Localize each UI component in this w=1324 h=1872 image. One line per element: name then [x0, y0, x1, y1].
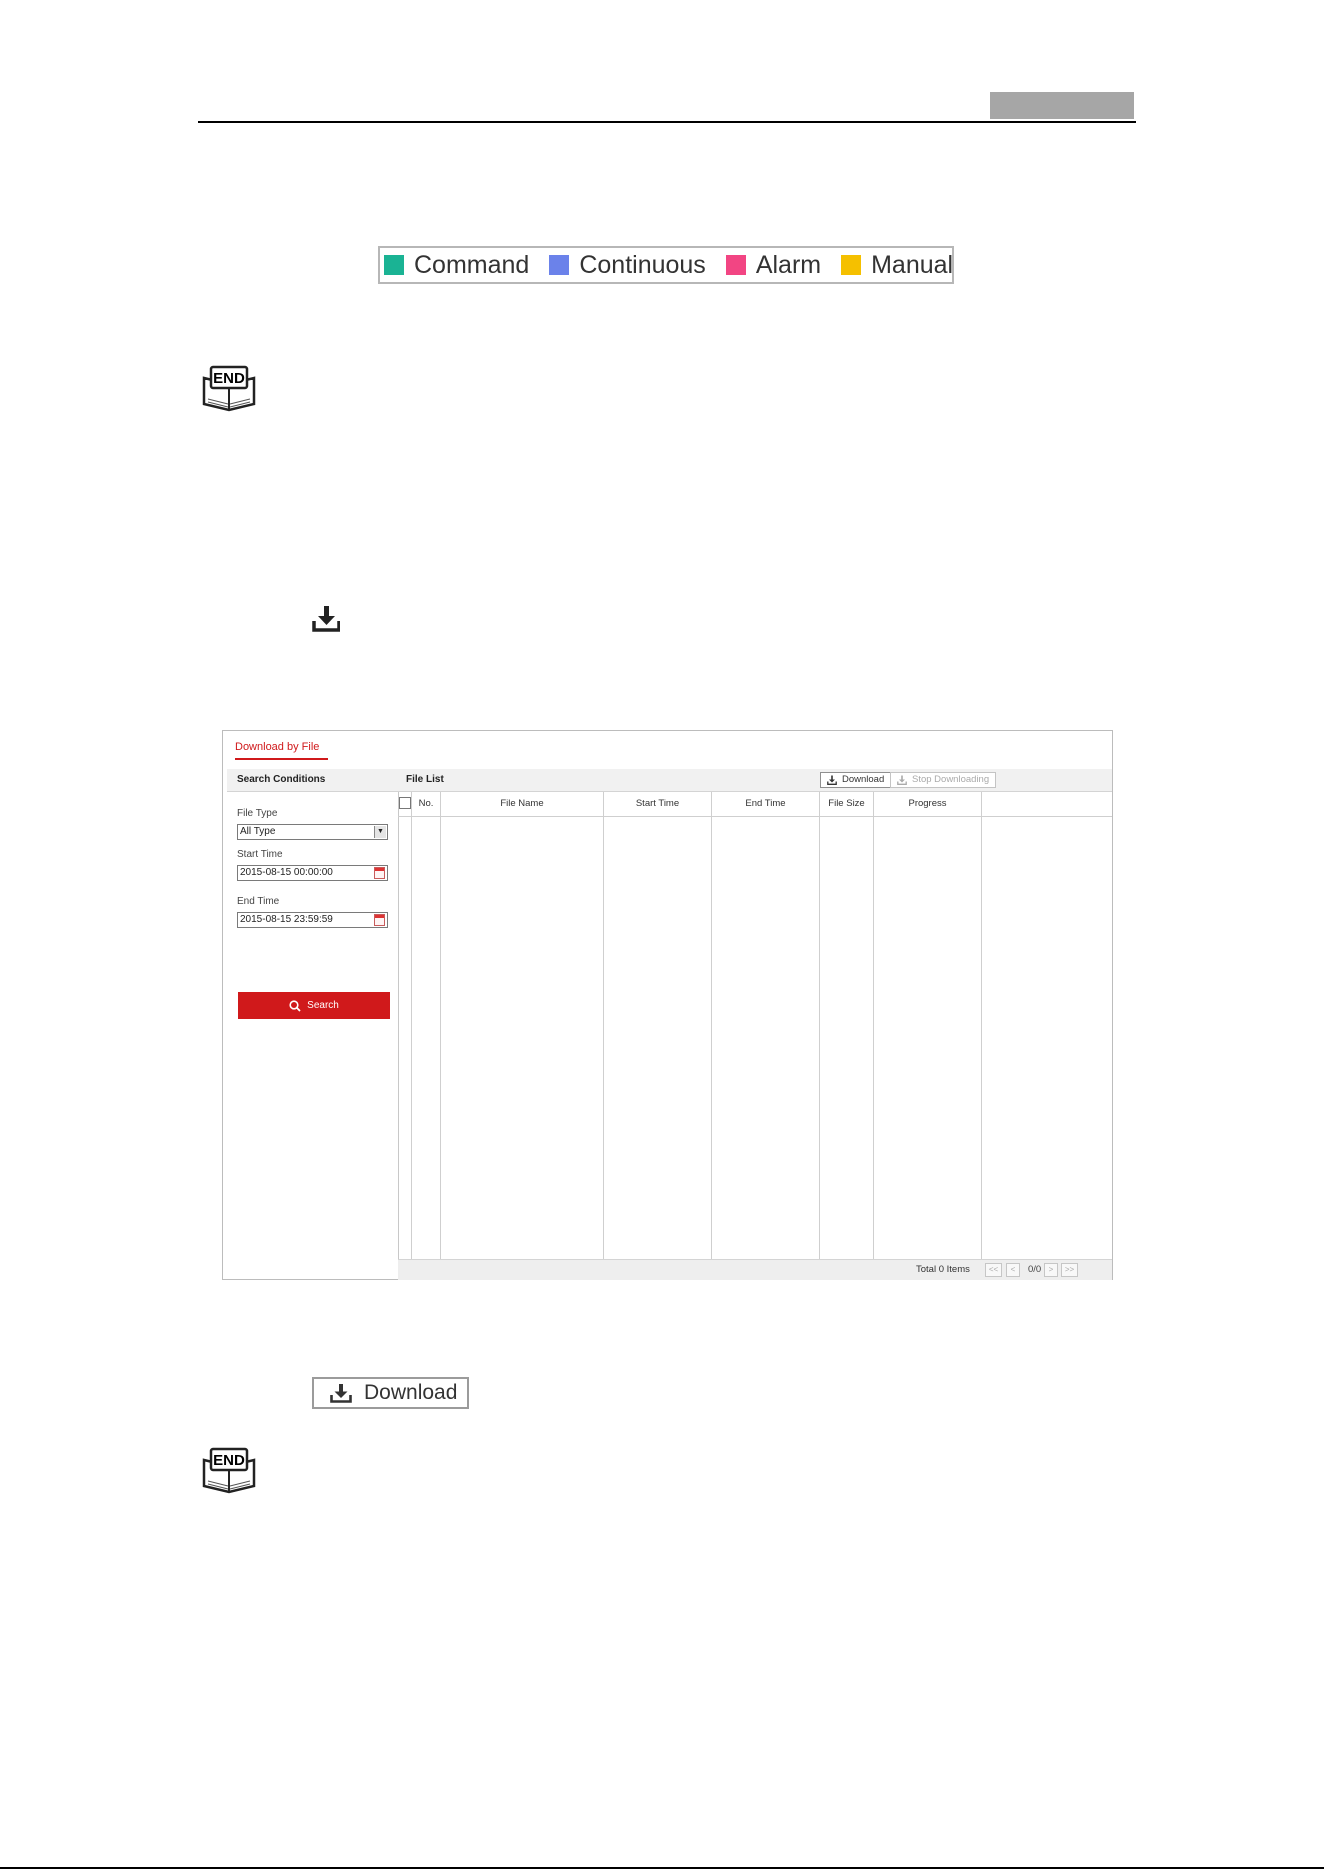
record-type-legend: [378, 246, 954, 284]
legend-item-alarm: [726, 251, 821, 280]
column-header[interactable]: Progress: [874, 792, 981, 817]
column-header[interactable]: File Size: [820, 792, 873, 817]
footer-rule: [0, 1867, 1324, 1869]
column-start-time: [604, 792, 712, 1259]
end-time-field[interactable]: [237, 912, 388, 928]
column-no: [412, 792, 441, 1259]
file-list-table: [398, 792, 1112, 1259]
download-icon: [897, 775, 907, 785]
legend-item-command: [384, 251, 529, 280]
file-type-select[interactable]: [237, 824, 388, 840]
column-file-size: [820, 792, 874, 1259]
legend-label: Continuous: [579, 250, 706, 279]
file-type-value: All Type: [240, 826, 276, 837]
column-header[interactable]: Start Time: [604, 792, 711, 817]
header-rule: [198, 121, 1136, 123]
download-button-label: Download: [842, 774, 885, 785]
column-spacer: [982, 792, 1112, 1259]
first-page-button[interactable]: <<: [985, 1263, 1002, 1277]
search-conditions-panel: [227, 769, 399, 1279]
download-icon: [827, 775, 837, 785]
column-end-time: [712, 792, 820, 1259]
file-list-title: File List: [406, 774, 444, 785]
calendar-icon[interactable]: [374, 867, 385, 879]
stop-downloading-label: Stop Downloading: [912, 774, 990, 785]
end-icon-text: END: [213, 370, 245, 387]
column-file-name: [441, 792, 604, 1259]
end-book-icon: [200, 1446, 258, 1494]
legend-label: Alarm: [755, 250, 822, 279]
tab-download-by-file[interactable]: Download by File: [235, 741, 320, 753]
column-header[interactable]: File Name: [441, 792, 603, 817]
column-select: [398, 792, 412, 1259]
search-button-label: Search: [307, 1000, 339, 1011]
download-by-file-panel: [222, 730, 1113, 1280]
column-progress: [874, 792, 982, 1259]
page-info: 0/0: [1028, 1264, 1042, 1275]
end-icon-text: END: [213, 1452, 245, 1469]
chevron-down-icon[interactable]: ▼: [374, 826, 386, 838]
start-time-field[interactable]: [237, 865, 388, 881]
download-icon: [330, 1383, 352, 1403]
file-type-label: File Type: [237, 808, 278, 819]
download-icon: [312, 604, 340, 637]
calendar-icon[interactable]: [374, 914, 385, 926]
select-all-checkbox[interactable]: [399, 797, 411, 809]
end-time-label: End Time: [237, 896, 280, 907]
prev-page-button[interactable]: <: [1006, 1263, 1020, 1277]
legend-swatch: [384, 255, 404, 275]
next-page-button[interactable]: >: [1044, 1263, 1058, 1277]
end-book-icon: [200, 364, 258, 412]
file-list-panel: [398, 769, 1112, 1279]
legend-swatch: [841, 255, 861, 275]
search-conditions-title: Search Conditions: [227, 769, 398, 792]
download-button-large-label: Download: [364, 1381, 458, 1404]
start-time-value: 2015-08-15 00:00:00: [240, 867, 333, 878]
legend-label: Manual: [871, 250, 954, 279]
last-page-button[interactable]: >>: [1061, 1263, 1078, 1277]
stop-downloading-button[interactable]: [890, 772, 996, 788]
download-button-large[interactable]: [312, 1377, 469, 1409]
file-list-toolbar: [398, 769, 1112, 792]
download-button[interactable]: [820, 772, 891, 788]
search-button[interactable]: [238, 992, 390, 1019]
header-tab-block: [990, 92, 1134, 119]
start-time-label: Start Time: [237, 849, 283, 860]
legend-swatch: [726, 255, 746, 275]
column-header[interactable]: End Time: [712, 792, 819, 817]
search-icon: [289, 1000, 301, 1012]
end-time-value: 2015-08-15 23:59:59: [240, 914, 333, 925]
legend-item-manual: [841, 251, 953, 280]
tab-active-underline: [235, 758, 328, 760]
column-header[interactable]: No.: [412, 792, 440, 817]
total-items-text: Total 0 Items: [916, 1264, 970, 1275]
legend-swatch: [549, 255, 569, 275]
legend-label: Command: [414, 250, 530, 279]
pagination-bar: [398, 1259, 1112, 1280]
legend-item-continuous: [549, 251, 705, 280]
